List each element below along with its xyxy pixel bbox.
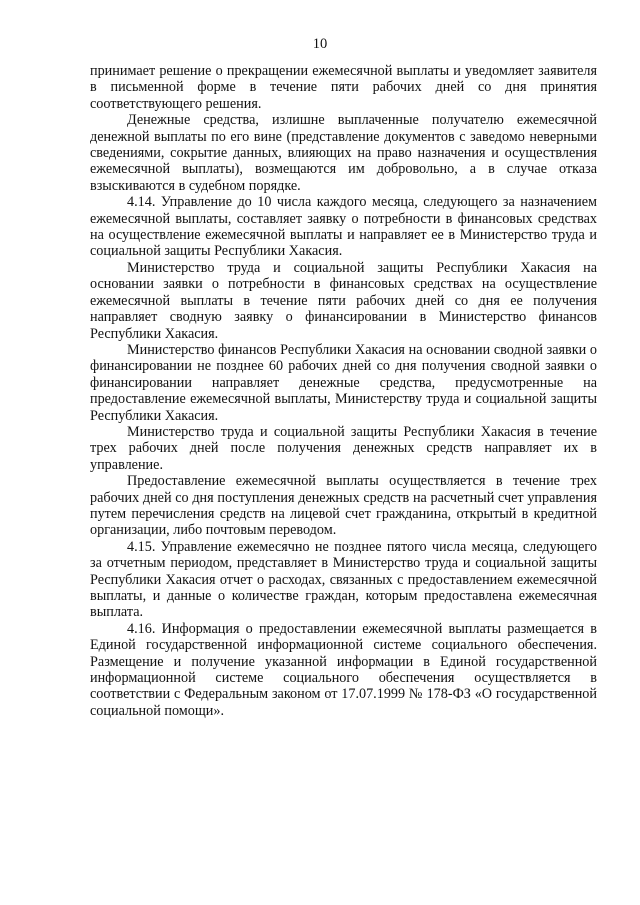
document-body (90, 63, 597, 719)
paragraph-payment-provision: Предоставление ежемесячной выплаты осуществляется в течение трех рабочих дней со дня поступления денежных средств на расчетный счет управления путем перечисления средств на лицевой счет гражданина, открытый в кредитной организации, либо почтовым переводом. (90, 473, 597, 539)
paragraph-continuation: принимает решение о прекращении ежемесячной выплаты и уведомляет заявителя в письменной форме в течение пяти рабочих дней со дня принятия соответствующего решения. (90, 63, 597, 112)
paragraph-funds-transfer: Министерство труда и социальной защиты Республики Хакасия в течение трех рабочих дней после получения денежных средств направляет их в управление. (90, 423, 597, 473)
paragraph-ministry-finance-funding: Министерство финансов Республики Хакасия на основании сводной заявки о финансировании не позднее 60 рабочих дней со дня получения сводной заявки о финансировании направляет денежные средства, предусмотренные на предоставление ежемесячной выплаты, Министерству труда и социальной защиты Республики Хакасия. (90, 341, 597, 424)
paragraph-4-16: 4.16. Информация о предоставлении ежемесячной выплаты размещается в Единой государственной информационной системе социального обеспечения. Размещение и получение указанной информации в Единой государственной информационной системе социального обеспечения осуществляется в соответствии с Федеральным законом от 17.07.1999 № 178-ФЗ «О государственной социальной помощи». (90, 620, 597, 719)
paragraph-4-14: 4.14. Управление до 10 числа каждого месяца, следующего за назначением ежемесячной выплаты, составляет заявку о потребности в финансовых средствах на осуществление ежемесячной выплаты и направляет ее в Министерство труда и социальной защиты Республики Хакасия. (90, 194, 597, 260)
paragraph-refund-terms: Денежные средства, излишне выплаченные получателю ежемесячной денежной выплаты по его вине (представление документов с заведомо неверными сведениями, сокрытие данных, влияющих на право назначения и осуществления ежемесячной выплаты), возмещаются им добровольно, а в случае отказа взыскиваются в судебном порядке. (90, 112, 597, 194)
page-number: 10 (312, 36, 328, 52)
paragraph-4-15: 4.15. Управление ежемесячно не позднее пятого числа месяца, следующего за отчетным периодом, представляет в Министерство труда и социальной защиты Республики Хакасия отчет о расходах, связанных с предоставлением ежемесячной выплаты, и данные о количестве граждан, которым предоставлена ежемесячная выплата. (90, 538, 597, 621)
paragraph-ministry-labor-request: Министерство труда и социальной защиты Республики Хакасия на основании заявки о потребности в финансовых средствах на осуществление ежемесячной выплаты в течение пяти рабочих дней со дня ее получения направляет сводную заявку о финансировании в Министерство финансов Республики Хакасия. (90, 259, 597, 342)
